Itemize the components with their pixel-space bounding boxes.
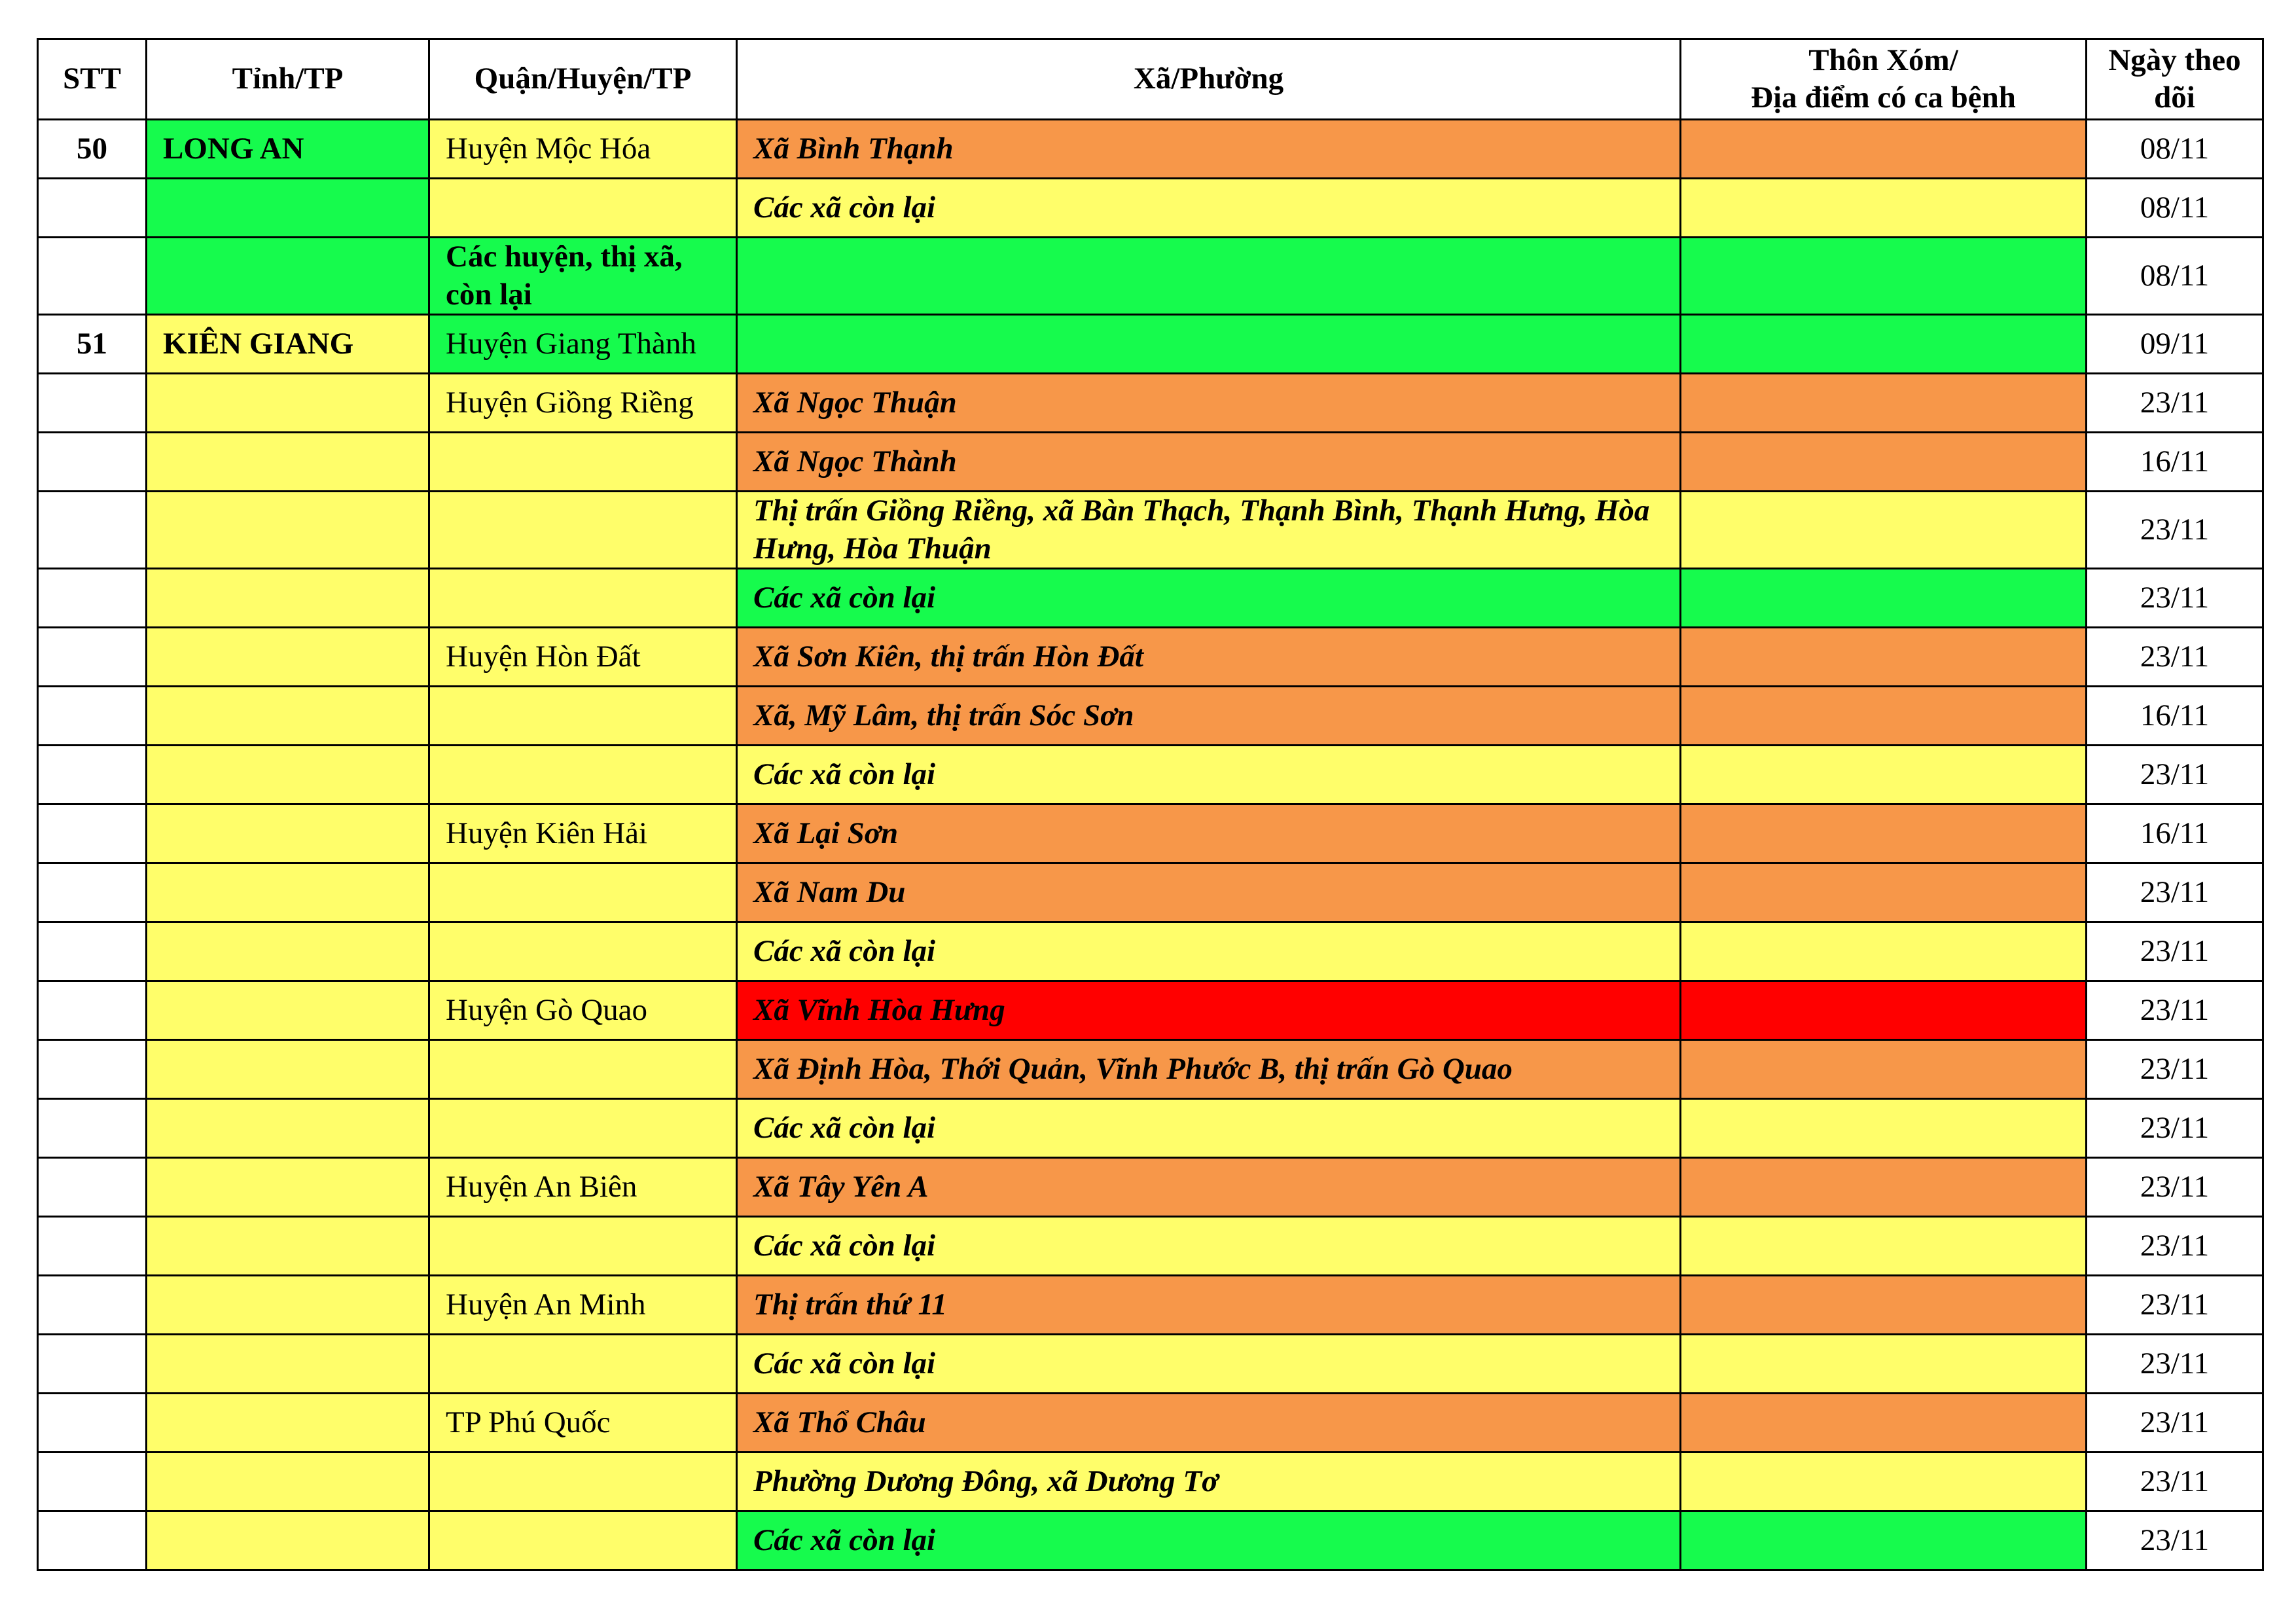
table-row — [38, 687, 2263, 746]
cell-stt — [38, 238, 147, 315]
cell-village — [1681, 1099, 2087, 1158]
cell-district — [429, 687, 737, 746]
cell-date: 09/11 — [2087, 315, 2263, 374]
cell-province — [147, 374, 429, 433]
cell-district — [429, 569, 737, 628]
cell-province — [147, 746, 429, 804]
cell-ward: Xã Sơn Kiên, thị trấn Hòn Đất — [737, 628, 1681, 687]
cell-date: 08/11 — [2087, 179, 2263, 238]
cell-village — [1681, 1040, 2087, 1099]
cell-village — [1681, 1276, 2087, 1335]
cell-stt — [38, 863, 147, 922]
cell-date: 23/11 — [2087, 492, 2263, 569]
cell-ward — [737, 315, 1681, 374]
cell-province — [147, 492, 429, 569]
cell-ward: Xã Nam Du — [737, 863, 1681, 922]
cell-ward: Xã Lại Sơn — [737, 804, 1681, 863]
cell-date: 23/11 — [2087, 1040, 2263, 1099]
header-village — [1681, 39, 2087, 120]
table-row — [38, 492, 2263, 569]
table-row — [38, 804, 2263, 863]
cell-date: 08/11 — [2087, 120, 2263, 179]
cell-village — [1681, 1335, 2087, 1394]
cell-date: 23/11 — [2087, 746, 2263, 804]
cell-district: Huyện An Biên — [429, 1158, 737, 1217]
cell-district: Huyện Gò Quao — [429, 981, 737, 1040]
cell-stt: 50 — [38, 120, 147, 179]
cell-date: 16/11 — [2087, 687, 2263, 746]
table-row — [38, 1276, 2263, 1335]
cell-date: 23/11 — [2087, 1453, 2263, 1511]
cell-date: 23/11 — [2087, 981, 2263, 1040]
cell-district — [429, 179, 737, 238]
table-row — [38, 922, 2263, 981]
cell-village — [1681, 687, 2087, 746]
cell-ward: Xã Định Hòa, Thới Quản, Vĩnh Phước B, thị trấn Gò Quao — [737, 1040, 1681, 1099]
cell-village — [1681, 374, 2087, 433]
cell-date: 23/11 — [2087, 1099, 2263, 1158]
cell-stt — [38, 1276, 147, 1335]
cell-district: Huyện Mộc Hóa — [429, 120, 737, 179]
cell-ward: Các xã còn lại — [737, 569, 1681, 628]
cell-ward: Các xã còn lại — [737, 746, 1681, 804]
table-row — [38, 1040, 2263, 1099]
cell-village — [1681, 1511, 2087, 1570]
cell-ward: Các xã còn lại — [737, 1099, 1681, 1158]
table-row — [38, 179, 2263, 238]
cell-district — [429, 1040, 737, 1099]
table-row — [38, 238, 2263, 315]
cell-ward: Các xã còn lại — [737, 922, 1681, 981]
cell-ward: Các xã còn lại — [737, 179, 1681, 238]
header-village-line1: Thôn Xóm/ — [1808, 43, 1958, 77]
cell-village — [1681, 179, 2087, 238]
cell-province — [147, 687, 429, 746]
table-row — [38, 315, 2263, 374]
cell-stt — [38, 1040, 147, 1099]
cell-province: LONG AN — [147, 120, 429, 179]
cell-date: 16/11 — [2087, 804, 2263, 863]
table-row — [38, 1511, 2263, 1570]
cell-stt — [38, 922, 147, 981]
table-row — [38, 981, 2263, 1040]
cell-ward: Xã Thổ Châu — [737, 1394, 1681, 1453]
cell-village — [1681, 433, 2087, 492]
cell-date: 08/11 — [2087, 238, 2263, 315]
cell-province — [147, 804, 429, 863]
cell-ward: Xã Ngọc Thành — [737, 433, 1681, 492]
cell-stt: 51 — [38, 315, 147, 374]
table-row — [38, 1158, 2263, 1217]
cell-stt — [38, 569, 147, 628]
cell-date: 23/11 — [2087, 863, 2263, 922]
cell-province — [147, 922, 429, 981]
table-row — [38, 628, 2263, 687]
cell-stt — [38, 687, 147, 746]
cell-ward: Xã Bình Thạnh — [737, 120, 1681, 179]
cell-province — [147, 1099, 429, 1158]
cell-district: Các huyện, thị xã, còn lại — [429, 238, 737, 315]
cell-ward: Các xã còn lại — [737, 1335, 1681, 1394]
cell-province — [147, 1394, 429, 1453]
cell-province — [147, 238, 429, 315]
cell-ward: Thị trấn thứ 11 — [737, 1276, 1681, 1335]
table-row — [38, 120, 2263, 179]
table-row — [38, 1394, 2263, 1453]
cell-ward: Thị trấn Giồng Riềng, xã Bàn Thạch, Thạnh Bình, Thạnh Hưng, Hòa Hưng, Hòa Thuận — [737, 492, 1681, 569]
cell-province — [147, 1453, 429, 1511]
cell-stt — [38, 628, 147, 687]
cell-province — [147, 1040, 429, 1099]
cell-district: Huyện An Minh — [429, 1276, 737, 1335]
header-village-line2: Địa điểm có ca bệnh — [1751, 81, 2016, 115]
cell-village — [1681, 315, 2087, 374]
header-date — [2087, 39, 2263, 120]
cell-ward: Xã, Mỹ Lâm, thị trấn Sóc Sơn — [737, 687, 1681, 746]
cell-stt — [38, 492, 147, 569]
table-row — [38, 1099, 2263, 1158]
header-district: Quận/Huyện/TP — [429, 39, 737, 120]
cell-district — [429, 1217, 737, 1276]
cell-ward — [737, 238, 1681, 315]
cell-district — [429, 1099, 737, 1158]
cell-province — [147, 569, 429, 628]
cell-stt — [38, 374, 147, 433]
cell-ward: Xã Tây Yên A — [737, 1158, 1681, 1217]
cell-province — [147, 1511, 429, 1570]
cell-date: 23/11 — [2087, 1394, 2263, 1453]
cell-village — [1681, 981, 2087, 1040]
cell-province — [147, 433, 429, 492]
cell-district — [429, 492, 737, 569]
cell-district: TP Phú Quốc — [429, 1394, 737, 1453]
cell-village — [1681, 628, 2087, 687]
cell-ward: Các xã còn lại — [737, 1217, 1681, 1276]
cell-village — [1681, 1217, 2087, 1276]
cell-village — [1681, 238, 2087, 315]
cell-village — [1681, 746, 2087, 804]
cell-ward: Xã Ngọc Thuận — [737, 374, 1681, 433]
cell-district: Huyện Giang Thành — [429, 315, 737, 374]
header-stt: STT — [38, 39, 147, 120]
cell-district: Huyện Giồng Riềng — [429, 374, 737, 433]
cell-stt — [38, 1217, 147, 1276]
table-row — [38, 433, 2263, 492]
table-row — [38, 746, 2263, 804]
cell-village — [1681, 492, 2087, 569]
table-row — [38, 1453, 2263, 1511]
table-row — [38, 1217, 2263, 1276]
cell-village — [1681, 569, 2087, 628]
cell-date: 23/11 — [2087, 1276, 2263, 1335]
cell-district — [429, 922, 737, 981]
cell-ward: Các xã còn lại — [737, 1511, 1681, 1570]
cell-province — [147, 1217, 429, 1276]
covid-risk-table — [37, 38, 2264, 1571]
cell-village — [1681, 863, 2087, 922]
cell-village — [1681, 1453, 2087, 1511]
header-date-line1: Ngày theo — [2108, 43, 2241, 77]
cell-date: 23/11 — [2087, 1158, 2263, 1217]
cell-stt — [38, 746, 147, 804]
cell-district — [429, 863, 737, 922]
cell-district: Huyện Hòn Đất — [429, 628, 737, 687]
cell-village — [1681, 120, 2087, 179]
cell-province — [147, 1276, 429, 1335]
header-ward: Xã/Phường — [737, 39, 1681, 120]
cell-date: 16/11 — [2087, 433, 2263, 492]
cell-village — [1681, 1158, 2087, 1217]
cell-district — [429, 1511, 737, 1570]
cell-district — [429, 433, 737, 492]
cell-date: 23/11 — [2087, 374, 2263, 433]
cell-stt — [38, 981, 147, 1040]
cell-province — [147, 628, 429, 687]
cell-province — [147, 179, 429, 238]
cell-date: 23/11 — [2087, 1217, 2263, 1276]
cell-date: 23/11 — [2087, 1511, 2263, 1570]
cell-district — [429, 1335, 737, 1394]
cell-province — [147, 1158, 429, 1217]
cell-stt — [38, 179, 147, 238]
cell-stt — [38, 1158, 147, 1217]
cell-date: 23/11 — [2087, 1335, 2263, 1394]
header-date-line2: dõi — [2154, 81, 2195, 115]
cell-ward: Phường Dương Đông, xã Dương Tơ — [737, 1453, 1681, 1511]
cell-district — [429, 1453, 737, 1511]
cell-stt — [38, 1394, 147, 1453]
header-province: Tỉnh/TP — [147, 39, 429, 120]
cell-village — [1681, 804, 2087, 863]
cell-date: 23/11 — [2087, 628, 2263, 687]
cell-district: Huyện Kiên Hải — [429, 804, 737, 863]
cell-province — [147, 1335, 429, 1394]
table-row — [38, 374, 2263, 433]
table-row — [38, 1335, 2263, 1394]
cell-stt — [38, 1335, 147, 1394]
cell-date: 23/11 — [2087, 922, 2263, 981]
cell-province: KIÊN GIANG — [147, 315, 429, 374]
cell-province — [147, 863, 429, 922]
table-row — [38, 569, 2263, 628]
cell-province — [147, 981, 429, 1040]
cell-stt — [38, 1099, 147, 1158]
cell-stt — [38, 1511, 147, 1570]
cell-stt — [38, 1453, 147, 1511]
cell-district — [429, 746, 737, 804]
cell-village — [1681, 922, 2087, 981]
cell-stt — [38, 804, 147, 863]
cell-date: 23/11 — [2087, 569, 2263, 628]
cell-stt — [38, 433, 147, 492]
table-row — [38, 863, 2263, 922]
cell-village — [1681, 1394, 2087, 1453]
cell-ward: Xã Vĩnh Hòa Hưng — [737, 981, 1681, 1040]
header-row — [38, 39, 2263, 120]
